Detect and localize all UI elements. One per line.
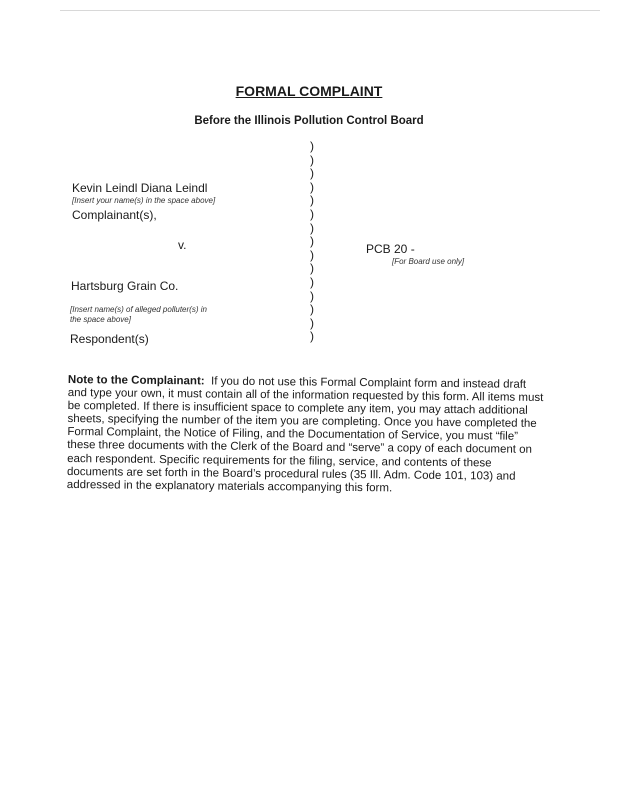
caption-parenthesis-column [310,140,322,344]
respondent-label: Respondent(s) [70,332,149,346]
scan-edge-line [60,10,600,11]
document-subtitle: Before the Illinois Pollution Control Board [194,115,424,127]
parenthesis: ) [310,274,314,289]
parenthesis: ) [310,302,314,317]
parenthesis: ) [310,152,314,167]
case-hint: [For Board use only] [392,257,465,266]
parenthesis: ) [310,220,314,235]
document-title: FORMAL COMPLAINT [235,83,383,99]
complainant-hint: [Insert your name(s) in the space above] [72,196,216,205]
parenthesis: ) [310,166,314,181]
parenthesis: ) [310,139,314,153]
parenthesis: ) [310,193,314,208]
parenthesis: ) [310,247,314,262]
parenthesis: ) [310,234,314,249]
parenthesis: ) [310,315,314,330]
parenthesis: ) [310,261,314,276]
respondent-name: Hartsburg Grain Co. [71,279,179,293]
complainant-label: Complainant(s), [72,208,157,222]
complainant-names: Kevin Leindl Diana Leindl [72,181,208,195]
parenthesis: ) [310,288,314,303]
parenthesis: ) [310,329,314,344]
versus-label: v. [178,238,187,252]
parenthesis: ) [310,179,314,194]
note-to-complainant [67,374,544,497]
parenthesis: ) [310,206,314,221]
note-text: If you do not use this Formal Complaint form and instead draft and type your own, it must contain all of the information requested by this form. All items must be completed. If there is insufficient space to complete any item, you may attach additional sheets, specifying the number of the item you are completing. Once you have completed the Formal Complaint, the Notice of Filing, and the Documentation of Service, you must “file” these three documents with the Clerk of the Board and “serve” a copy of each document on each respondent. Specific requirements for the filing, service, and contents of these documents are set forth in the Board’s procedural rules (35 Ill. Adm. Code 101, 103) and addressed in the explanatory materials accompanying this form. [66,375,544,495]
respondent-hint-line2: the space above] [70,315,131,324]
note-heading: Note to the Complainant: [67,374,205,388]
case-number: PCB 20 - [366,242,415,256]
respondent-hint-line1: [Insert name(s) of alleged polluter(s) in [70,305,207,314]
